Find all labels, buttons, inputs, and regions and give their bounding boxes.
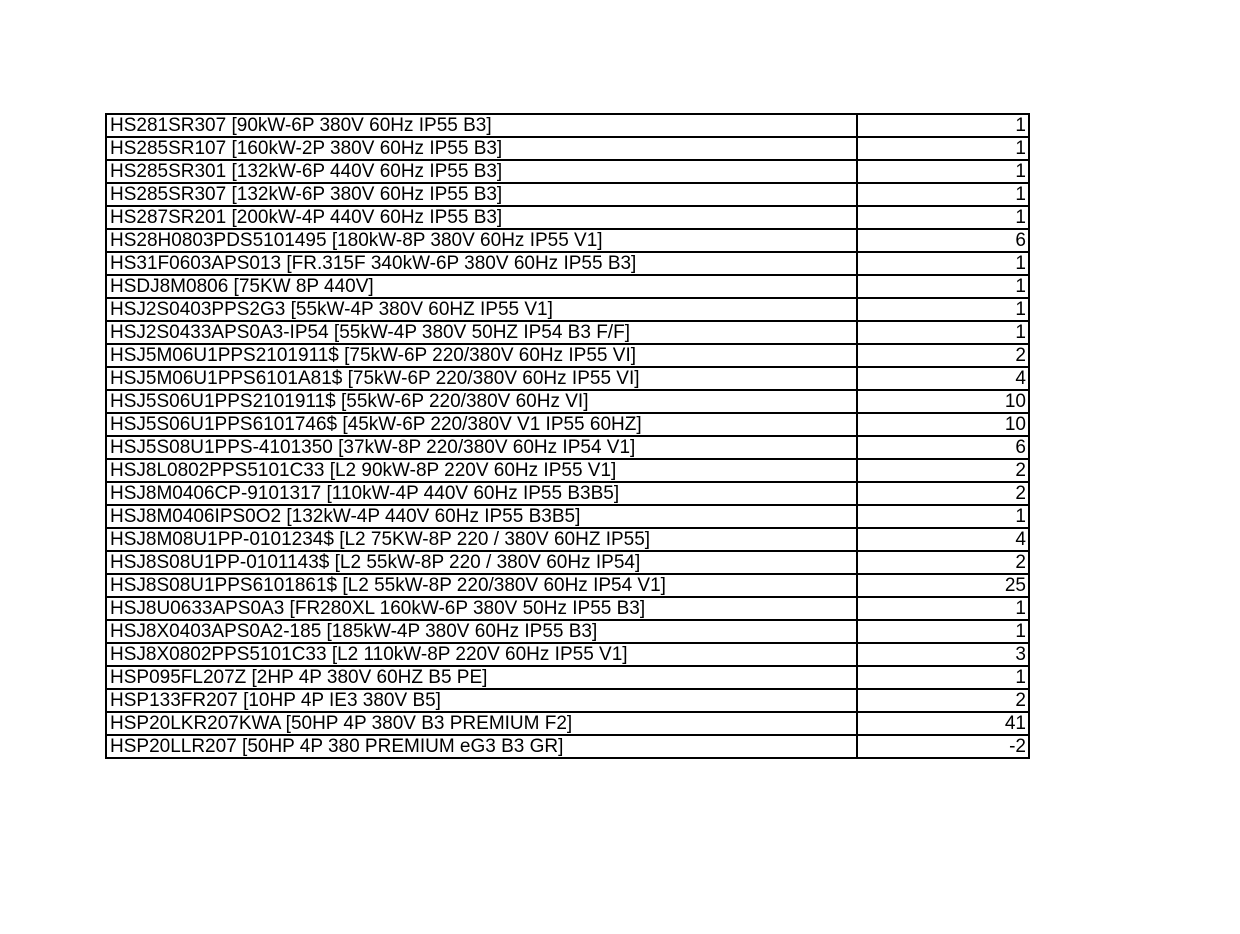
table-row — [106, 183, 1029, 206]
table-row — [106, 597, 1029, 620]
inventory-sheet — [105, 113, 1030, 759]
quantity-cell: 3 — [857, 643, 1029, 666]
quantity-cell: 2 — [857, 551, 1029, 574]
product-description-cell: HS287SR201 [200kW-4P 440V 60Hz IP55 B3] — [106, 206, 857, 229]
quantity-cell: 2 — [857, 459, 1029, 482]
product-description-cell: HSJ8X0403APS0A2-185 [185kW-4P 380V 60Hz IP55 B3] — [106, 620, 857, 643]
table-row — [106, 114, 1029, 137]
quantity-cell: 25 — [857, 574, 1029, 597]
product-description-cell: HSP133FR207 [10HP 4P IE3 380V B5] — [106, 689, 857, 712]
table-row — [106, 252, 1029, 275]
table-row — [106, 229, 1029, 252]
table-row — [106, 620, 1029, 643]
product-description-cell: HS285SR307 [132kW-6P 380V 60Hz IP55 B3] — [106, 183, 857, 206]
product-description-cell: HSJ8S08U1PPS6101861$ [L2 55kW-8P 220/380V 60Hz IP54 V1] — [106, 574, 857, 597]
product-description-cell: HSJ8U0633APS0A3 [FR280XL 160kW-6P 380V 50Hz IP55 B3] — [106, 597, 857, 620]
quantity-cell: 6 — [857, 229, 1029, 252]
table-row — [106, 689, 1029, 712]
quantity-cell: 1 — [857, 206, 1029, 229]
table-row — [106, 482, 1029, 505]
quantity-cell: 1 — [857, 137, 1029, 160]
product-description-cell: HSJ8S08U1PP-0101143$ [L2 55kW-8P 220 / 380V 60Hz IP54] — [106, 551, 857, 574]
quantity-cell: 1 — [857, 183, 1029, 206]
product-description-cell: HSJ5S06U1PPS6101746$ [45kW-6P 220/380V V1 IP55 60HZ] — [106, 413, 857, 436]
product-description-cell: HS281SR307 [90kW-6P 380V 60Hz IP55 B3] — [106, 114, 857, 137]
table-row — [106, 459, 1029, 482]
product-description-cell: HSJ5S06U1PPS2101911$ [55kW-6P 220/380V 60Hz VI] — [106, 390, 857, 413]
table-row — [106, 321, 1029, 344]
table-row — [106, 413, 1029, 436]
table-row — [106, 574, 1029, 597]
quantity-cell: 1 — [857, 505, 1029, 528]
table-row — [106, 367, 1029, 390]
table-row — [106, 666, 1029, 689]
product-description-cell: HSJ8M08U1PP-0101234$ [L2 75KW-8P 220 / 380V 60HZ IP55] — [106, 528, 857, 551]
quantity-cell: -2 — [857, 735, 1029, 758]
product-description-cell: HS285SR107 [160kW-2P 380V 60Hz IP55 B3] — [106, 137, 857, 160]
quantity-cell: 1 — [857, 321, 1029, 344]
quantity-cell: 1 — [857, 252, 1029, 275]
product-description-cell: HS31F0603APS013 [FR.315F 340kW-6P 380V 60Hz IP55 B3] — [106, 252, 857, 275]
product-description-cell: HSJ2S0403PPS2G3 [55kW-4P 380V 60HZ IP55 V1] — [106, 298, 857, 321]
product-description-cell: HSJ8L0802PPS5101C33 [L2 90kW-8P 220V 60Hz IP55 V1] — [106, 459, 857, 482]
table-row — [106, 505, 1029, 528]
quantity-cell: 41 — [857, 712, 1029, 735]
table-row — [106, 160, 1029, 183]
quantity-cell: 1 — [857, 114, 1029, 137]
product-description-cell: HSJ5M06U1PPS6101A81$ [75kW-6P 220/380V 60Hz IP55 VI] — [106, 367, 857, 390]
product-description-cell: HSJ8M0406CP-9101317 [110kW-4P 440V 60Hz IP55 B3B5] — [106, 482, 857, 505]
product-description-cell: HSP20LKR207KWA [50HP 4P 380V B3 PREMIUM F2] — [106, 712, 857, 735]
table-row — [106, 137, 1029, 160]
quantity-cell: 1 — [857, 298, 1029, 321]
inventory-table-body — [106, 114, 1029, 758]
table-row — [106, 390, 1029, 413]
quantity-cell: 4 — [857, 367, 1029, 390]
product-description-cell: HS285SR301 [132kW-6P 440V 60Hz IP55 B3] — [106, 160, 857, 183]
quantity-cell: 4 — [857, 528, 1029, 551]
quantity-cell: 1 — [857, 597, 1029, 620]
product-description-cell: HSJ5S08U1PPS-4101350 [37kW-8P 220/380V 60Hz IP54 V1] — [106, 436, 857, 459]
product-description-cell: HSP095FL207Z [2HP 4P 380V 60HZ B5 PE] — [106, 666, 857, 689]
table-row — [106, 344, 1029, 367]
product-description-cell: HSJ8X0802PPS5101C33 [L2 110kW-8P 220V 60Hz IP55 V1] — [106, 643, 857, 666]
quantity-cell: 1 — [857, 160, 1029, 183]
table-row — [106, 712, 1029, 735]
table-row — [106, 436, 1029, 459]
table-row — [106, 298, 1029, 321]
table-row — [106, 206, 1029, 229]
quantity-cell: 6 — [857, 436, 1029, 459]
table-row — [106, 528, 1029, 551]
product-description-cell: HSJ8M0406IPS0O2 [132kW-4P 440V 60Hz IP55 B3B5] — [106, 505, 857, 528]
quantity-cell: 2 — [857, 482, 1029, 505]
quantity-cell: 2 — [857, 689, 1029, 712]
quantity-cell: 1 — [857, 275, 1029, 298]
table-row — [106, 275, 1029, 298]
product-description-cell: HSP20LLR207 [50HP 4P 380 PREMIUM eG3 B3 GR] — [106, 735, 857, 758]
table-row — [106, 735, 1029, 758]
table-row — [106, 551, 1029, 574]
quantity-cell: 1 — [857, 666, 1029, 689]
product-description-cell: HSJ5M06U1PPS2101911$ [75kW-6P 220/380V 60Hz IP55 VI] — [106, 344, 857, 367]
quantity-cell: 1 — [857, 620, 1029, 643]
quantity-cell: 10 — [857, 390, 1029, 413]
quantity-cell: 10 — [857, 413, 1029, 436]
product-description-cell: HSJ2S0433APS0A3-IP54 [55kW-4P 380V 50HZ IP54 B3 F/F] — [106, 321, 857, 344]
quantity-cell: 2 — [857, 344, 1029, 367]
product-description-cell: HS28H0803PDS5101495 [180kW-8P 380V 60Hz IP55 V1] — [106, 229, 857, 252]
inventory-table — [105, 113, 1030, 759]
product-description-cell: HSDJ8M0806 [75KW 8P 440V] — [106, 275, 857, 298]
table-row — [106, 643, 1029, 666]
